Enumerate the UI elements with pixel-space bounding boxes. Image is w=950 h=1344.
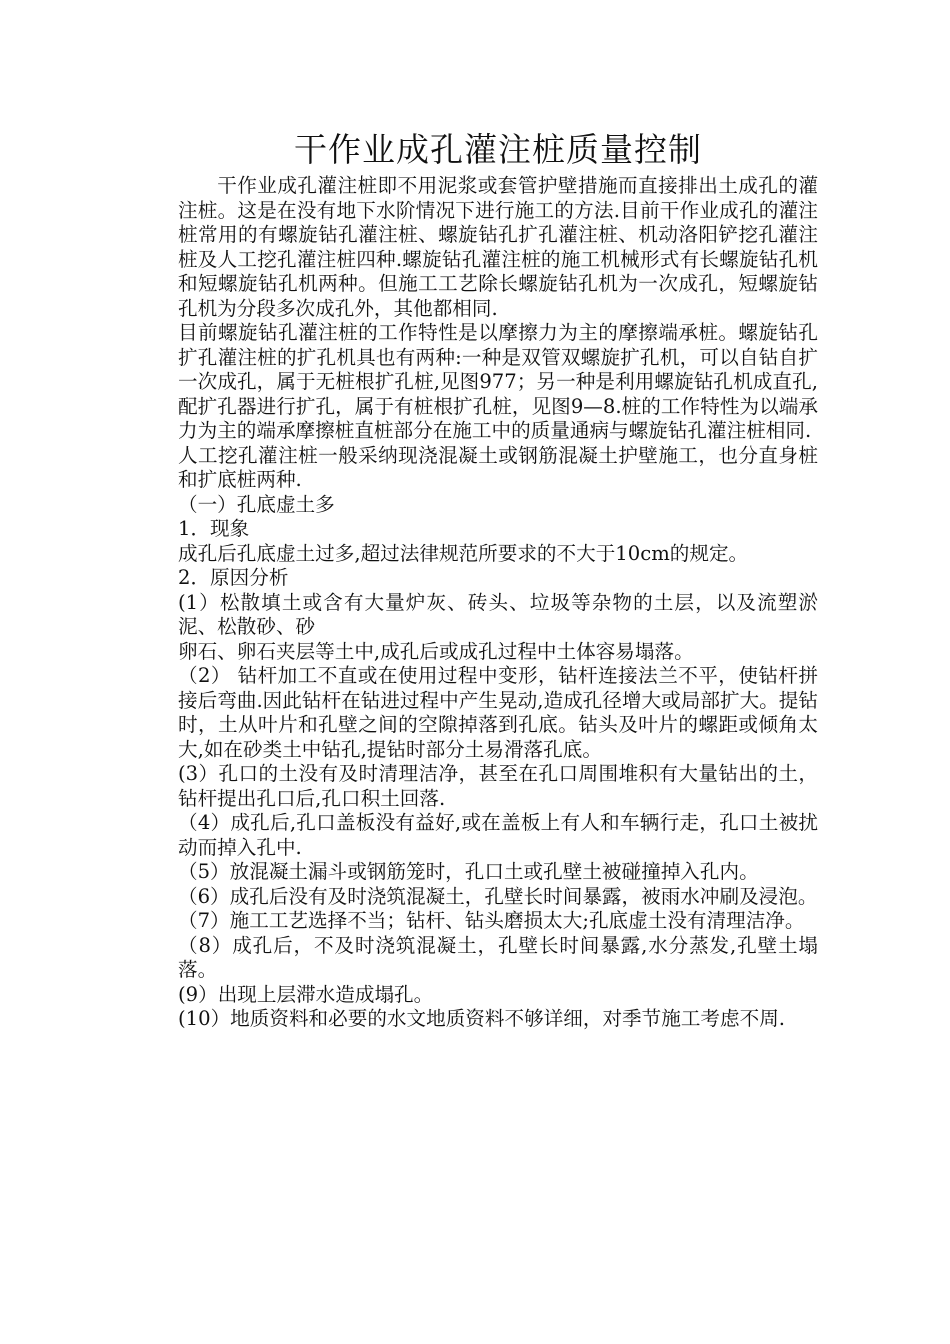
subheading-phenomenon: 1．现象 <box>178 517 250 540</box>
paragraph-spiral-pile: 目前螺旋钻孔灌注桩的工作特性是以摩擦力为主的摩擦端承桩。螺旋钻孔扩孔灌注桩的扩孔机具也有两种:一种是双管双螺旋扩孔机，可以自钻自扩一次成孔，属于无桩根扩孔桩,见图977；另一种是利用螺旋钻孔机成直孔,配扩孔器进行扩孔，属于有桩根扩孔桩，见图9—8.桩的工作特性为以端承力为主的端承摩擦桩直桩部分在施工中的质量通病与螺旋钻孔灌注桩相同. <box>178 321 818 442</box>
document-body <box>178 128 818 1032</box>
paragraph-intro: 干作业成孔灌注桩即不用泥浆或套管护壁措施而直接排出土成孔的灌注桩。这是在没有地下水阶情况下进行施工的方法.目前干作业成孔的灌注桩常用的有螺旋钻孔灌注桩、螺旋钻孔扩孔灌注桩、机动洛阳铲挖孔灌注桩及人工挖孔灌注桩四种.螺旋钻孔灌注桩的施工机械形式有长螺旋钻孔机和短螺旋钻孔机两种。但施工工艺除长螺旋钻孔机为一次成孔，短螺旋钻孔机为分段多次成孔外，其他都相同. <box>178 174 818 320</box>
subheading-cause-analysis: 2．原因分析 <box>178 566 289 589</box>
list-item: 卵石、卵石夹层等土中,成孔后或成孔过程中土体容易塌落。 <box>178 639 694 663</box>
list-item: （6）成孔后没有及时浇筑混凝土，孔壁长时间暴露，被雨水冲刷及浸泡。 <box>178 884 818 908</box>
list-item: （5）放混凝土漏斗或钢筋笼时，孔口土或孔壁土被碰撞掉入孔内。 <box>178 860 759 883</box>
list-item: （2） 钻杆加工不直或在使用过程中变形，钻杆连接法兰不平，使钻杆拼接后弯曲.因此钻杆在钻进过程中产生晃动,造成孔径增大或局部扩大。提钻时，土从叶片和孔壁之间的空隙掉落到孔底。钻头及叶片的螺距或倾角太大,如在砂类土中钻孔,提钻时部分土易滑落孔底。 <box>178 664 818 761</box>
list-item: (9）出现上层滞水造成塌孔。 <box>178 982 434 1006</box>
paragraph-manual-pile: 人工挖孔灌注桩一般采纳现浇混凝土或钢筋混凝土护壁施工，也分直身桩和扩底桩两种. <box>178 443 818 491</box>
list-item: （8）成孔后，不及时浇筑混凝土，孔壁长时间暴露,水分蒸发,孔壁土塌落。 <box>178 933 818 981</box>
page-title: 干作业成孔灌注桩质量控制 <box>294 130 702 169</box>
list-item: （4）成孔后,孔口盖板没有益好,或在盖板上有人和车辆行走，孔口土被扰动而掉入孔中. <box>178 811 818 859</box>
list-item: (3）孔口的土没有及时清理洁净，甚至在孔口周围堆积有大量钻出的土，钻杆提出孔口后,孔口积土回落. <box>178 762 818 810</box>
list-item: (1）松散填土或含有大量炉灰、砖头、垃圾等杂物的土层，以及流塑淤泥、松散砂、砂 <box>178 590 818 638</box>
section-heading: （一）孔底虚土多 <box>178 492 335 516</box>
list-item: （7）施工工艺选择不当；钻杆、钻头磨损太大;孔底虚土没有清理洁净。 <box>178 909 805 932</box>
list-item: (10）地质资料和必要的水文地质资料不够详细，对季节施工考虑不周. <box>178 1007 786 1030</box>
paragraph-phenomenon: 成孔后孔底虚土过多,超过法律规范所要求的不大于10cm的规定。 <box>178 541 749 565</box>
